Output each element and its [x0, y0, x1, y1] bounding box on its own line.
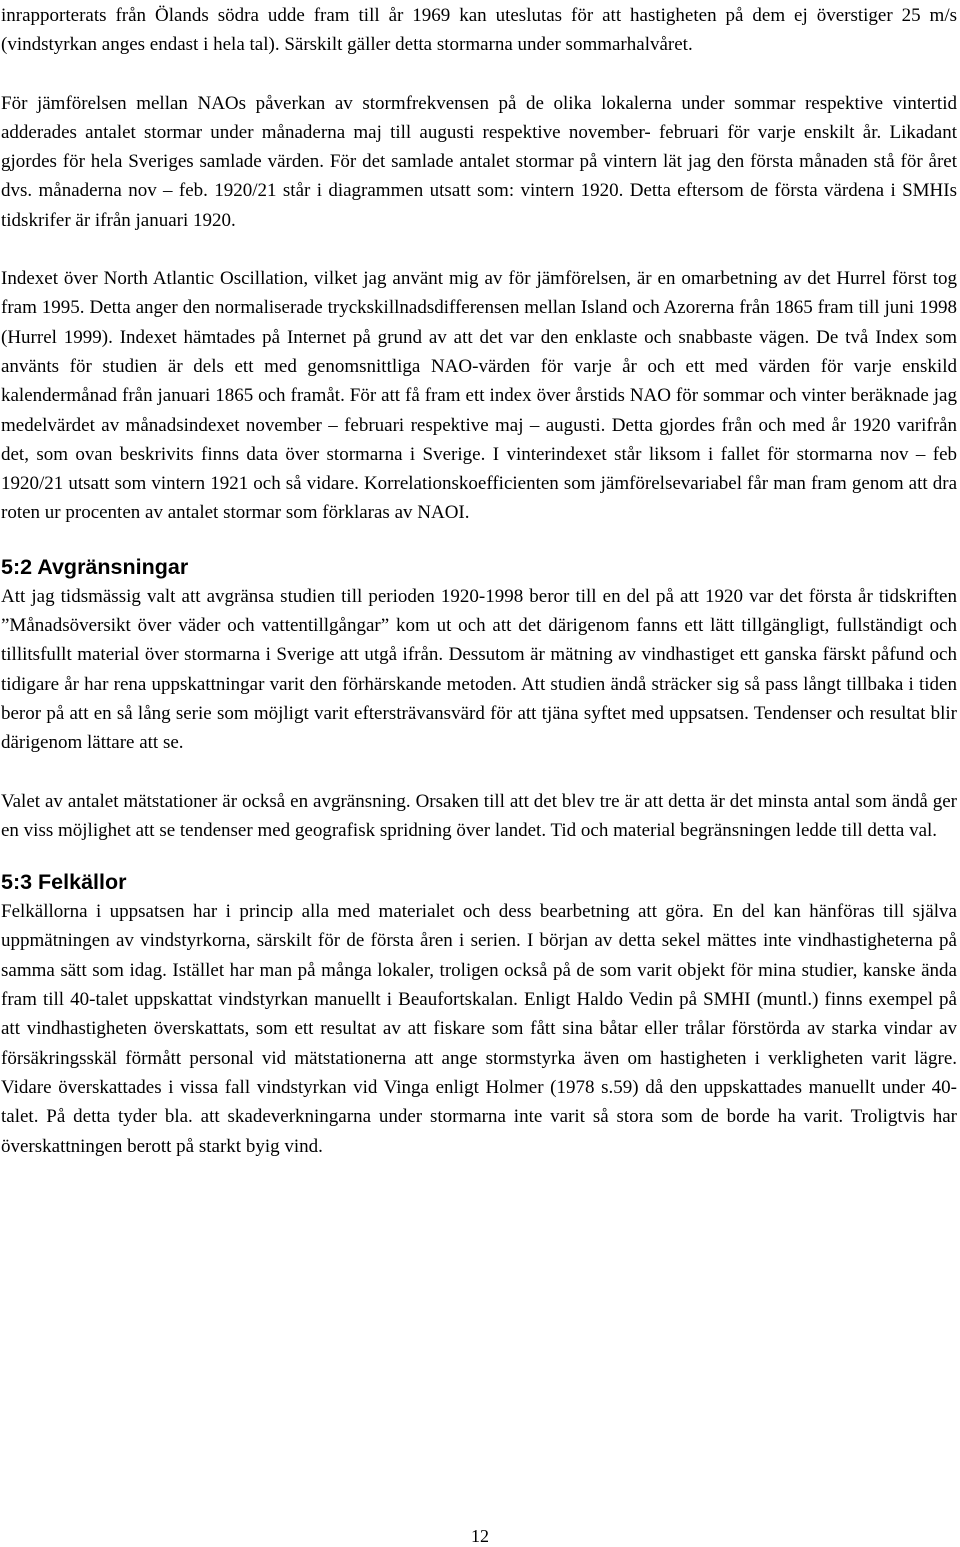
section-heading-avgransningar: 5:2 Avgränsningar [1, 554, 189, 579]
paragraph-nao-index: Indexet över North Atlantic Oscillation, vilket jag använt mig av för jämförelsen, är en omarbetning av det Hurrel först tog fram 1995. Detta anger den normaliserade tryckskillnadsdifferensen mellan Island och Azorerna från 1865 fram till juni 1998 (Hurrel 1999). Indexet hämtades på Internet på grund av att det var den enklaste och snabbaste vägen. De två Index som använts för studien är dels ett med genomsnittliga NAO-värden för varje år och ett med värden för varje enskild kalendermånad från januari 1865 och framåt. För att få fram ett index över årstids NAO för sommar och vinter beräknade jag medelvärdet av månadsindexet november – februari respektive maj – augusti. Detta gjordes från och med år 1920 varifrån det, som ovan beskrivits finns data över stormarna i Sverige. I vinterindexet står liksom i fallet för stormarna nov – feb 1920/21 utsatt som vintern 1921 och så vidare. Korrelationskoefficienten som jämförelsevariabel får man fram genom att dra roten ur procenten av antalet stormar som förklaras av NAOI. [1, 268, 957, 524]
page-body [1, 1, 957, 1161]
page-number: 12 [471, 1526, 489, 1546]
paragraph-station-delimitation: Valet av antalet mätstationer är också en avgränsning. Orsaken till att det blev tre är att detta är det minsta antal som ändå ger en viss möjlighet att se tendenser med geografisk spridning över landet. Tid och material begränsningen ledde till detta val. [1, 790, 957, 841]
paragraph-storm-continuation: inrapporterats från Ölands södra udde fram till år 1969 kan uteslutas för att hastigheten på dem ej överstiger 25 m/s (vindstyrkan anges endast i hela tal). Särskilt gäller detta stormarna under sommarhalvåret. [1, 5, 957, 56]
paragraph-error-sources: Felkällorna i uppsatsen har i princip alla med materialet och dess bearbetning att göra. En del kan hänföras till själva uppmätningen av vindstyrkorna, särskilt för de första åren i serien. I början av detta sekel mättes inte vindhastigheterna på samma sätt som idag. Istället har man på många lokaler, troligen också på de som varit objekt för mina studier, kanske ända fram till 40-talet uppskattat vindstyrkan manuellt i Beaufortskalan. Enligt Haldo Vedin på SMHI (muntl.) finns exempel på att vindhastigheten överskattats, som ett resultat av att fiskare som fått sina båtar eller trålar förstörda av starka vindar av försäkringsskäl förmått personal vid mätstationerna att ange stormstyrka även om hastigheten i verkligheten varit lägre. Vidare överskattades i vissa fall vindstyrkan vid Vinga enligt Holmer (1978 s.59) då den uppskattades manuellt under 40-talet. På detta tyder bla. att skadeverkningarna under stormarna inte varit så stora som de borde ha varit. Troligtvis har överskattningen berott på starkt byig vind. [1, 901, 957, 1157]
paragraph-seasonal-comparison: För jämförelsen mellan NAOs påverkan av stormfrekvensen på de olika lokalerna under sommar respektive vintertid adderades antalet stormar under månaderna maj till augusti respektive november- februari för varje enskilt år. Likadant gjordes för hela Sveriges samlade värden. För det samlade antalet stormar på vintern lät jag den första månaden stå för året dvs. månaderna nov – feb. 1920/21 står i diagrammen utsatt som: vintern 1920. Detta eftersom de första värdena i SMHIs tidskrifer är ifrån januari 1920. [1, 92, 957, 231]
section-heading-felkallor: 5:3 Felkällor [1, 870, 127, 895]
paragraph-time-delimitation: Att jag tidsmässig valt att avgränsa studien till perioden 1920-1998 beror till en del på att 1920 var det första år tidskriften ”Månadsöversikt över väder och vattentillgångar” kom ut och att det därigenom fanns ett lätt tillgängligt, fullständigt och tillitsfullt material över stormarna i Sverige att utgå ifrån. Dessutom är mätning av vindhastiget ett ganska färskt påfund och tidigare år har rena uppskattningar varit den förhärskande metoden. Att studien ändå sträcker sig så pass långt tillbaka i tiden beror på att en så lång serie som möjligt varit eftersträvansvärd för att tjäna syftet med uppsatsen. Tendenser och resultat blir därigenom lättare att se. [1, 585, 957, 754]
